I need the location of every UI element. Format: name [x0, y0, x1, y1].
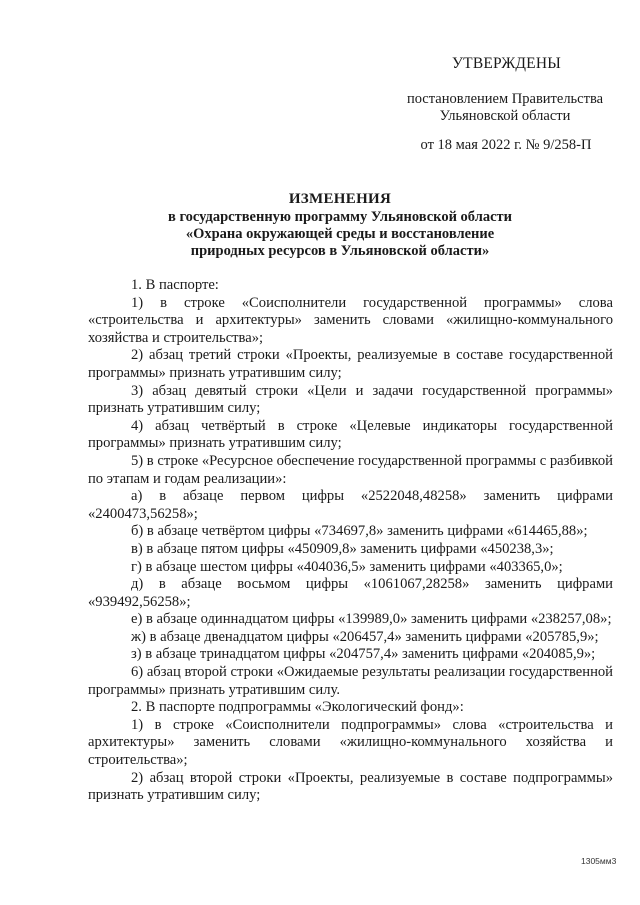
approval-authority-line1: постановлением Правительства: [406, 91, 604, 107]
heading-line-3: природных ресурсов в Ульяновской области»: [190, 243, 490, 259]
paragraph: г) в абзаце шестом цифры «404036,5» заменить цифрами «403365,0»;: [131, 558, 563, 575]
paragraph: 5) в строке «Ресурсное обеспечение государственной программы с разбивкой по этапам и годам реализации»:: [88, 452, 613, 487]
section-heading-2: 2. В паспорте подпрограммы «Экологический фонд»:: [131, 699, 464, 716]
document-code: 1305мм3: [581, 856, 617, 866]
approval-date-number: от 18 мая 2022 г. № 9/258-П: [420, 137, 592, 153]
approval-label: УТВЕРЖДЕНЫ: [452, 55, 561, 72]
section-heading-1: 1. В паспорте:: [131, 277, 219, 293]
paragraph: е) в абзаце одиннадцатом цифры «139989,0» заменить цифрами «238257,08»;: [131, 611, 612, 628]
paragraph: б) в абзаце четвёртом цифры «734697,8» заменить цифрами «614465,88»;: [131, 523, 588, 540]
approval-authority-line2: Ульяновской области: [439, 108, 571, 124]
paragraph: 2) абзац третий строки «Проекты, реализуемые в составе государственной программы» признать утратившим силу;: [88, 347, 613, 381]
paragraph: 1) в строке «Соисполнители государственной программы» слова «строительства и архитектуры» заменить словами «жилищно-коммунального хозяйства и строительства»;: [88, 294, 613, 346]
document-heading: [120, 190, 560, 260]
paragraph: 6) абзац второй строки «Ожидаемые результаты реализации государственной программы» признать утратившим силу.: [88, 664, 613, 698]
paragraph: ж) в абзаце двенадцатом цифры «206457,4» заменить цифрами «205785,9»;: [131, 628, 599, 645]
heading-line-1: в государственную программу Ульяновской области: [167, 209, 512, 225]
approval-authority: [398, 91, 612, 125]
document-body: [88, 277, 613, 805]
paragraph: 3) абзац девятый строки «Цели и задачи государственной программы» признать утратившим силу;: [88, 382, 613, 417]
paragraph: 4) абзац четвёртый в строке «Целевые индикаторы государственной программы» признать утратившим силу;: [88, 417, 613, 452]
paragraph: 2) абзац второй строки «Проекты, реализуемые в составе подпрограммы» признать утратившим силу;: [88, 769, 613, 804]
paragraph: д) в абзаце восьмом цифры «1061067,28258» заменить цифрами «939492,56258»;: [88, 576, 613, 610]
heading-line-2: «Охрана окружающей среды и восстановление: [185, 226, 495, 242]
paragraph: 1) в строке «Соисполнители подпрограммы» слова «строительства и архитектуры» заменить словами «жилищно-коммунального хозяйства и строительства»;: [88, 716, 613, 769]
paragraph: а) в абзаце первом цифры «2522048,48258» заменить цифрами «2400473,56258»;: [88, 488, 613, 522]
paragraph: з) в абзаце тринадцатом цифры «204757,4» заменить цифрами «204085,9»;: [131, 646, 596, 663]
paragraph: в) в абзаце пятом цифры «450909,8» заменить цифрами «450238,3»;: [131, 540, 554, 557]
document-title: ИЗМЕНЕНИЯ: [288, 191, 392, 207]
